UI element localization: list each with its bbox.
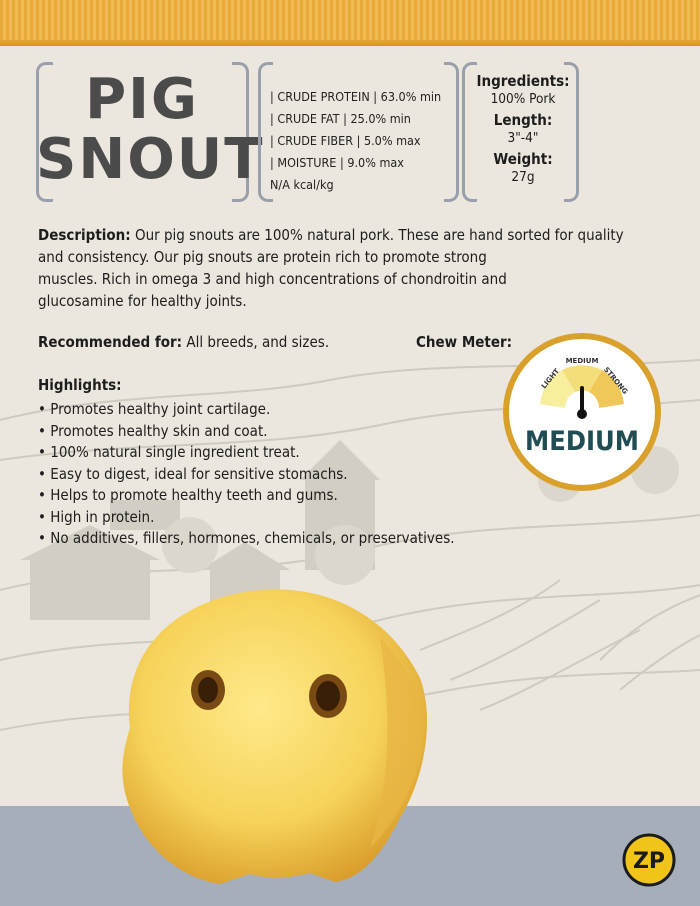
description-line3: muscles. Rich in omega 3 and high concentrations of chondroitin and [38,270,507,288]
brand-logo-text: ZP [632,849,666,874]
description [38,224,663,312]
highlights-list [38,399,455,550]
description-line4: glucosamine for healthy joints. [38,292,247,310]
analysis-protein: | CRUDE PROTEIN | 63.0% min [270,89,442,104]
pig-snout-image [100,578,440,888]
recommended-for [38,333,329,351]
description-label: Description: [38,226,131,244]
chew-meter-gauge [500,330,664,494]
highlight-item: • Helps to promote healthy teeth and gums. [38,485,455,507]
product-title-block [36,62,265,202]
product-title-line2: SNOUT [36,127,265,192]
analysis-moisture: | MOISTURE | 9.0% max [270,155,404,170]
ingredients-label: Ingredients: [476,72,570,90]
length-label: Length: [493,111,553,129]
description-line1: Our pig snouts are 100% natural pork. These are hand sorted for quality [130,226,624,244]
highlight-item: • 100% natural single ingredient treat. [38,442,455,464]
ingredients-value: 100% Pork [490,91,556,107]
analysis-fat: | CRUDE FAT | 25.0% min [270,111,411,126]
chew-meter-label: Chew Meter: [416,333,513,351]
highlight-item: • No additives, fillers, hormones, chemicals, or preservatives. [38,528,455,550]
highlight-item: • Promotes healthy skin and coat. [38,421,455,443]
brand-logo [622,833,676,887]
chew-level: MEDIUM [525,426,639,457]
description-line2: and consistency. Our pig snouts are protein rich to promote strong [38,248,487,266]
gauge-label-strong: STRONG [601,365,630,396]
gauge-label-light: LIGHT [539,367,562,391]
weight-label: Weight: [493,150,553,168]
top-decorative-bar [0,0,700,46]
analysis-calories: N/A kcal/kg [270,177,334,192]
length-value: 3"-4" [507,130,539,146]
guaranteed-analysis [270,86,450,196]
analysis-fiber: | CRUDE FIBER | 5.0% max [270,133,421,148]
product-facts [468,72,578,189]
recommended-label: Recommended for: [38,333,183,351]
highlights-title: Highlights: [38,376,122,394]
weight-value: 27g [511,169,535,185]
highlight-item: • High in protein. [38,507,455,529]
recommended-text: All breeds, and sizes. [182,333,330,351]
gauge-label-medium: MEDIUM [565,357,599,365]
product-title-line1: PIG [85,67,199,132]
highlight-item: • Easy to digest, ideal for sensitive stomachs. [38,464,455,486]
highlight-item: • Promotes healthy joint cartilage. [38,399,455,421]
